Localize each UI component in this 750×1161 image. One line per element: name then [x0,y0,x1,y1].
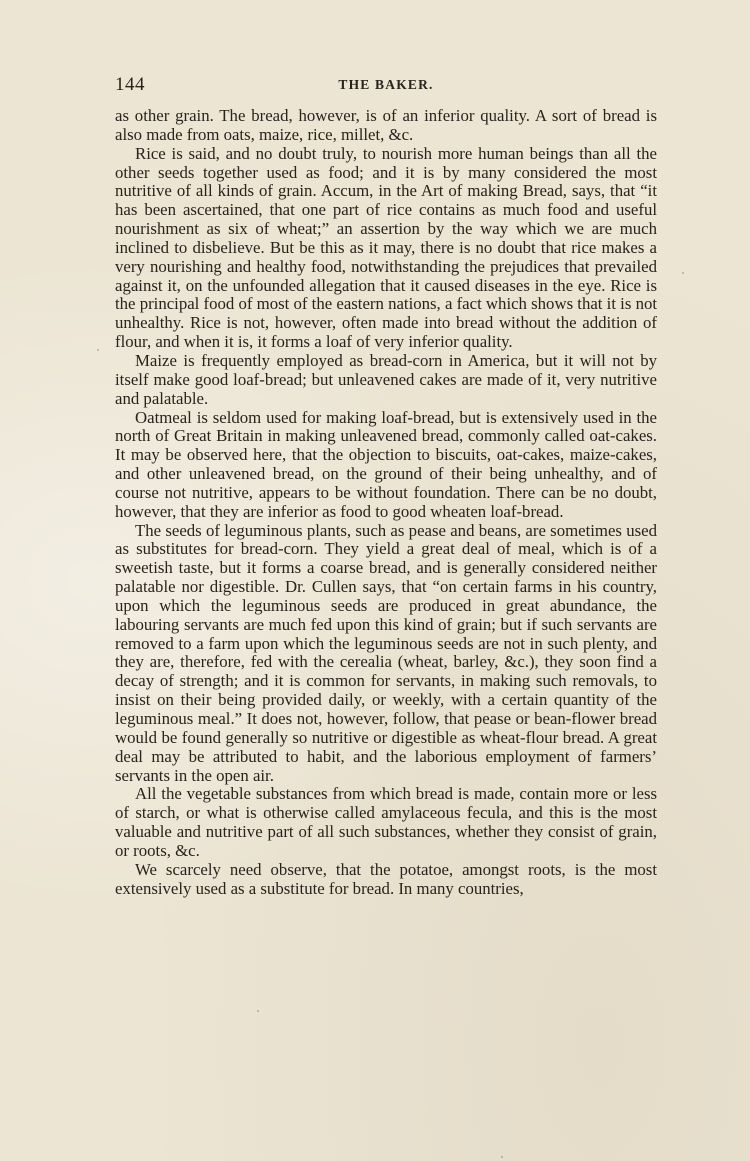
paragraph: as other grain. The bread, however, is of an inferior quality. A sort of bread is also made from oats, maize, rice, millet, &c. [115,106,657,144]
paper-speck [501,1156,503,1158]
body-text [115,107,657,898]
running-head: THE BAKER. [338,77,434,92]
paragraph: Oatmeal is seldom used for making loaf-bread, but is extensively used in the north of Great Britain in making unleavened bread, commonly called oat-cakes. It may be observed here, that the objection to biscuits, oat-cakes, maize-cakes, and other unleavened bread, on the ground of their being unhealthy, and of course not nutritive, appears to be without foundation. There can be no doubt, however, that they are inferior as food to good wheaten loaf-bread. [115,407,657,521]
paper-speck [257,1010,259,1012]
paper-speck [682,272,684,274]
paragraph: Maize is frequently employed as bread-corn in America, but it will not by itself make good loaf-bread; but unleavened cakes are made of it, very nutritive and palatable. [115,350,657,408]
paragraph: We scarcely need observe, that the potatoe, amongst roots, is the most extensively used as a substitute for bread. In many countries, [115,859,657,898]
paragraph: Rice is said, and no doubt truly, to nourish more human beings than all the other seeds together used as food; and it is by many considered the most nutritive of all kinds of grain. Accum, in the Art of making Bread, says, that “it has been ascertained, that one part of rice contains as much food and useful nourishment as six of wheat;” an assertion by the way which we are much inclined to disbelieve. But be this as it may, there is no doubt that rice makes a very nourishing and healthy food, notwithstanding the prejudices that prevailed against it, on the unfounded allegation that it caused diseases in the eye. Rice is the principal food of most of the eastern nations, a fact which shows that it is not unhealthy. Rice is not, however, often made into bread without the addition of flour, and when it is, it forms a loaf of very inferior quality. [115,143,658,352]
paragraph: The seeds of leguminous plants, such as pease and beans, are sometimes used as substitutes for bread-corn. They yield a great deal of meal, which is of a sweetish taste, but it forms a coarse bread, and is generally considered neither palatable nor digestible. Dr. Cullen says, that “on certain farms in his country, upon which the leguminous seeds are produced in great abundance, the labouring servants are much fed upon this kind of grain; but if such servants are removed to a farm upon which the leguminous seeds are not in such plenty, and they are, therefore, fed with the cerealia (wheat, barley, &c.), they soon find a decay of strength; and it is common for servants, in making such removals, to insist on their being provided daily, or weekly, with a certain quantity of the leguminous meal.” It does not, however, follow, that pease or bean-flower bread would be found generally so nutritive or digestible as wheat-flour bread. A great deal may be attributed to habit, and the laborious employment of farmers’ servants in the open air. [115,520,657,785]
paper-speck [97,349,99,351]
paragraph: All the vegetable substances from which bread is made, contain more or less of starch, or what is otherwise called amylaceous fecula, and this is the most valuable and nutritive part of all such substances, whether they consist of grain, or roots, &c. [115,784,657,860]
page-header [115,74,657,100]
page-number: 144 [115,74,145,95]
